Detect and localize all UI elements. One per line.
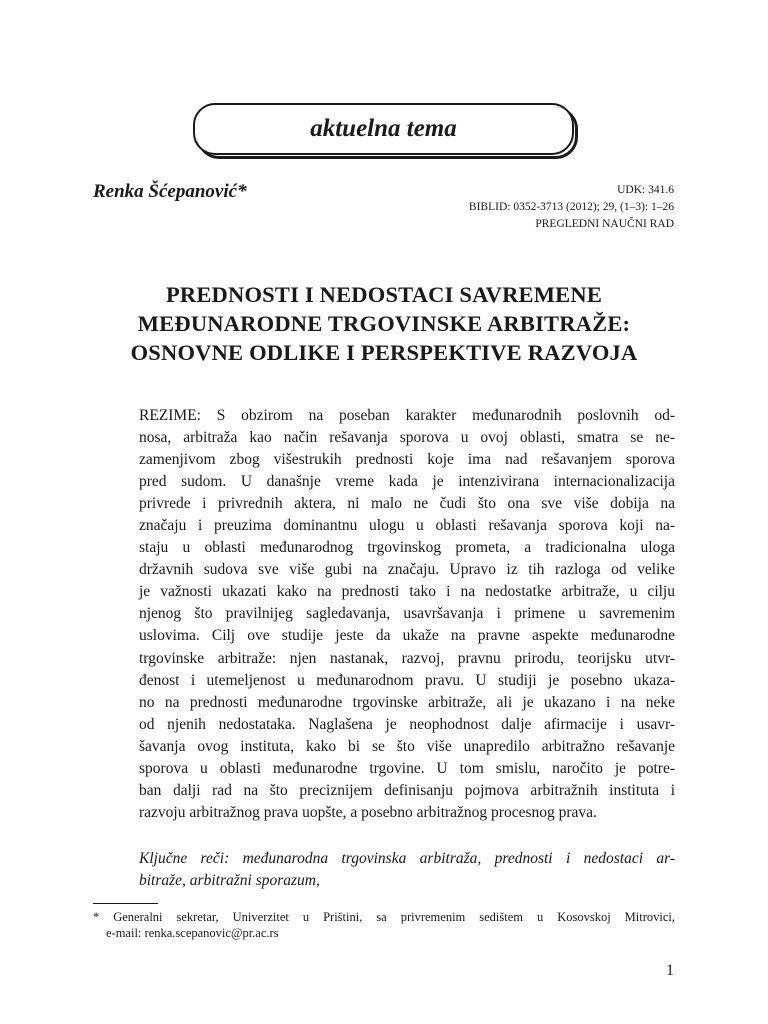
abstract-line: pred sudom. U današnje vreme kada je intenzivirana internacionalizacija bbox=[139, 473, 675, 491]
page-number: 1 bbox=[666, 962, 674, 979]
keywords-line: bitraže, arbitražni sporazum, bbox=[139, 872, 320, 889]
keywords bbox=[139, 848, 675, 892]
title-line: PREDNOSTI I NEDOSTACI SAVREMENE bbox=[165, 282, 603, 307]
abstract-line: njenog što pravilnijeg sagledavanja, usavršavanja i primene u savremenim bbox=[139, 605, 675, 623]
section-banner bbox=[193, 103, 574, 155]
abstract-line: nosa, arbitraža kao način rešavanja sporova u ovoj oblasti, smatra se ne- bbox=[139, 429, 675, 447]
abstract-line: ban dalji rad na što preciznijem definisanju pojmova arbitražnih instituta i bbox=[139, 781, 675, 799]
abstract-line: zamenjivom zbog višestrukih prednosti koje ima nad rešavanjem sporova bbox=[139, 451, 675, 469]
abstract-line: šavanja ovog instituta, kako bi se što više unapredilo arbitražno rešavanje bbox=[139, 737, 675, 755]
footnote-divider bbox=[93, 903, 158, 904]
abstract-line: uslovima. Cilj ove studije jeste da ukaže na pravne aspekte međunarodne bbox=[139, 627, 675, 645]
abstract-line: đenost i utemeljenost u međunarodnom pravu. U studiji je posebno ukaza- bbox=[139, 671, 675, 689]
abstract-line: sporova u oblasti međunarodne trgovine. U tom smislu, naročito je potre- bbox=[139, 759, 675, 777]
article-title bbox=[93, 280, 675, 367]
title-line: OSNOVNE ODLIKE I PERSPEKTIVE RAZVOJA bbox=[130, 340, 638, 365]
abstract-line: značaju i preuzima dominantnu ulogu u oblasti rešavanja sporova koji na- bbox=[139, 517, 675, 535]
title-line: MEĐUNARODNE TRGOVINSKE ARBITRAŽE: bbox=[137, 311, 631, 336]
biblid-code: BIBLID: 0352-3713 (2012); 29, (1–3): 1–26 bbox=[468, 201, 674, 213]
abstract bbox=[139, 405, 675, 824]
udk-code: UDK: 341.6 bbox=[617, 184, 674, 196]
abstract-line: razvoju arbitražnog prava uopšte, a posebno arbitražnog procesnog prava. bbox=[139, 803, 597, 821]
abstract-line: državnih sudova sve više gubi na značaju. Upravo iz tih razloga od velike bbox=[139, 561, 675, 579]
abstract-line: privrede i privrednih aktera, ni malo ne čudi što ona sve više dobija na bbox=[139, 495, 675, 513]
section-banner-label: aktuelna tema bbox=[310, 115, 457, 142]
abstract-line: je važnosti ukazati kako na prednosti tako i na nedostatke arbitraže, u cilju bbox=[139, 583, 675, 601]
author-name: Renka Šćepanović* bbox=[93, 181, 247, 202]
footnote-email: e-mail: renka.scepanovic@pr.ac.rs bbox=[106, 926, 279, 940]
keywords-line: Ključne reči: međunarodna trgovinska arbitraža, prednosti i nedostaci ar- bbox=[139, 850, 675, 867]
footnote-line: * Generalni sekretar, Univerzitet u Prištini, sa privremenim sedištem u Kosovskoj Mitrovici, bbox=[93, 910, 675, 924]
footnote bbox=[93, 909, 675, 941]
abstract-line: od njenih nedostataka. Naglašena je neophodnost dalje afirmacije i usavr- bbox=[139, 715, 675, 733]
abstract-line: no na prednosti međunarodne trgovinske arbitraže, ali je ukazano i na neke bbox=[139, 693, 675, 711]
abstract-line: REZIME: S obzirom na poseban karakter međunarodnih poslovnih od- bbox=[139, 407, 675, 424]
abstract-line: trgovinske arbitraže: njen nastanak, razvoj, pravnu prirodu, teorijsku utvr- bbox=[139, 649, 675, 667]
abstract-line: staju u oblasti međunarodnog trgovinskog prometa, a tradicionalna uloga bbox=[139, 539, 675, 557]
article-type: PREGLEDNI NAUČNI RAD bbox=[535, 218, 674, 230]
article-metadata bbox=[469, 182, 674, 233]
